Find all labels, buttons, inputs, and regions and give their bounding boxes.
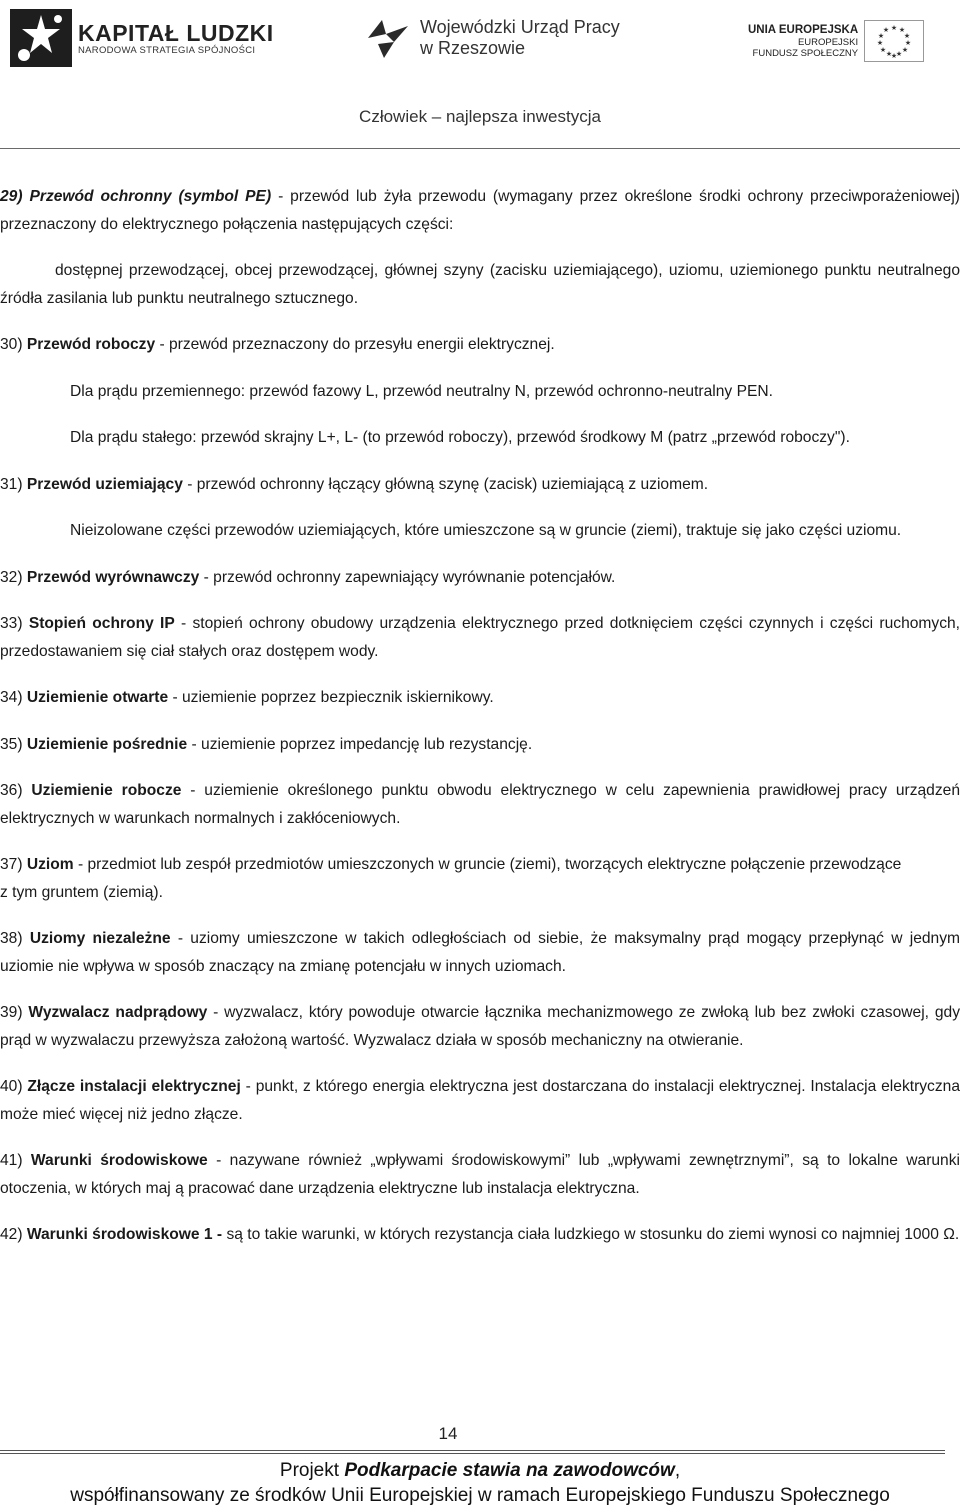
definition-34 [0, 684, 960, 712]
definition-number: 36) [0, 782, 32, 799]
definition-text: - uziemienie poprzez impedancję lub rezystancję. [187, 735, 533, 753]
eu-label-line3: FUNDUSZ SPOŁECZNY [752, 47, 859, 59]
definition-number: 35) [0, 735, 27, 753]
footer-project-prefix: Projekt [279, 1460, 345, 1481]
definition-term: Uziemienie robocze [31, 782, 182, 799]
definition-term: Złącze instalacji elektrycznej [27, 1078, 241, 1095]
kapital-ludzki-logo [10, 8, 300, 68]
definition-35 [0, 731, 960, 759]
definition-term: Przewód uziemiający [26, 475, 183, 493]
definition-text: - uziemienie określonego punktu obwodu elektrycznego w celu zapewnienia prawidłowej pracy urządzeń elektrycznych w warunkach normalnych i zakłóceniowych. [0, 782, 960, 827]
definition-text: - przewód lub żyła przewodu (wymagany przez określone środki ochrony przeciwporażeniowej) przeznaczony do elektrycznego połączenia następujących części: [0, 188, 960, 233]
eu-logo [748, 12, 953, 70]
svg-text:★: ★ [876, 40, 884, 47]
svg-text:★: ★ [895, 51, 903, 58]
definition-term: Stopień ochrony IP [28, 615, 175, 632]
definition-term: Wyzwalacz nadprądowy [28, 1004, 208, 1021]
footer-project-name: Podkarpacie stawia na zawodowców [344, 1460, 675, 1481]
definition-39 [0, 999, 960, 1054]
footer-project-line [0, 1460, 960, 1482]
definition-term: Uziomy niezależne [29, 930, 171, 947]
eu-flag-icon [864, 20, 924, 62]
definition-text: - punkt, z którego energia elektryczna jest dostarczana do instalacji elektrycznej. Instalacja elektryczna może mieć więcej niż jedno złącze. [0, 1078, 960, 1123]
definition-number: 34) [0, 689, 27, 706]
wup-name-line1: Wojewódzki Urząd Pracy [420, 16, 620, 37]
definition-33 [0, 610, 960, 665]
header-divider [0, 148, 960, 149]
definition-term: Przewód roboczy [26, 336, 156, 353]
definition-number: 32) [0, 568, 27, 586]
svg-text:★: ★ [901, 47, 909, 54]
definition-30 [0, 331, 960, 359]
definition-term: Przewód wyrównawczy [26, 568, 200, 586]
definition-text: - wyzwalacz, który powoduje otwarcie łącznika mechanizmowego ze zwłoką lub bez zwłoki czasowej, gdy prąd w wyzwalaczu przewyższa założoną wartość. Wyzwalacz działa w sposób mechaniczny na otwieranie. [0, 1004, 960, 1049]
definition-30-dc: Dla prądu stałego: przewód skrajny L+, L- (to przewód roboczy), przewód środkowy M (patrz „przewód roboczy"). [70, 429, 850, 446]
wup-logo [364, 10, 664, 65]
definition-text: - przewód ochronny zapewniający wyrównanie potencjałów. [199, 568, 616, 586]
footer-project-suffix: , [674, 1460, 681, 1481]
eu-label-line2: EUROPEJSKI [797, 36, 859, 48]
definition-31-detail: Nieizolowane części przewodów uziemiających, które umieszczone są w gruncie (ziemi), traktuje się jako części uziomu. [70, 522, 902, 539]
definition-text: są to takie warunki, w których rezystancja ciała ludzkiego w stosunku do ziemi wynosi co najmniej 1000 Ω. [222, 1226, 960, 1243]
definition-number: 30) [0, 336, 27, 353]
definition-32 [0, 564, 960, 592]
svg-text:★: ★ [882, 27, 890, 34]
definition-term: Uziom [26, 856, 74, 873]
header-tagline: Człowiek – najlepsza inwestycja [359, 107, 601, 126]
definition-term: Uziemienie otwarte [26, 689, 169, 706]
footer-funding-line: współfinansowany ze środków Unii Europejskiej w ramach Europejskiego Funduszu Społecznego [70, 1485, 890, 1506]
svg-text:★: ★ [903, 33, 911, 40]
svg-text:★: ★ [885, 51, 893, 58]
definition-text: - nazywane również „wpływami środowiskowymi” lub „wpływami zewnętrznymi”, są to lokalne warunki otoczenia, w których maj ą pracować dane urządzenia elektryczne lub instalacja elektryczna. [0, 1152, 960, 1197]
definition-30-ac: Dla prądu przemiennego: przewód fazowy L, przewód neutralny N, przewód ochronno-neutralny PEN. [70, 382, 773, 400]
page-header [0, 0, 960, 150]
definition-text: - przewód ochronny łączący główną szynę (zacisk) uziemiającą z uziomem. [182, 475, 709, 493]
svg-text:★: ★ [890, 53, 898, 60]
definition-text: - przewód przeznaczony do przesyłu energii elektrycznej. [155, 336, 555, 353]
svg-text:★: ★ [877, 33, 885, 40]
definition-number: 33) [0, 615, 29, 632]
definition-term: Uziemienie pośrednie [26, 735, 188, 753]
page-footer [0, 1418, 960, 1512]
kapital-ludzki-subtitle: NARODOWA STRATEGIA SPÓJNOŚCI [78, 44, 256, 56]
wup-emblem-icon [364, 16, 412, 60]
definition-text: - uziomy umieszczone w takich odległościach od siebie, że maksymalny prąd mogący przepłynąć w jednym uziomie nie wpływa w sposób znaczący na zmianę potencjału w innych uziomach. [0, 930, 960, 975]
definition-number: 41) [0, 1152, 31, 1169]
definition-37 [0, 851, 960, 879]
svg-text:★: ★ [879, 47, 887, 54]
definition-number: 42) [0, 1226, 27, 1243]
definition-number: 39) [0, 1004, 29, 1021]
svg-text:★: ★ [890, 25, 898, 32]
definition-36 [0, 777, 960, 832]
definition-term: Warunki środowiskowe [30, 1152, 208, 1169]
eu-label-line1: UNIA EUROPEJSKA [748, 23, 859, 36]
definition-number: 29) [0, 188, 23, 205]
kapital-ludzki-title: KAPITAŁ LUDZKI [78, 19, 274, 46]
definition-29 [0, 183, 960, 238]
page-number: 14 [438, 1424, 458, 1443]
svg-text:★: ★ [898, 27, 906, 34]
definition-text: - przedmiot lub zespół przedmiotów umieszczonych w gruncie (ziemi), tworzących elektryczne połączenie przewodzące [73, 856, 902, 873]
definition-text: - uziemienie poprzez bezpiecznik iskiernikowy. [168, 689, 494, 706]
definition-40 [0, 1073, 960, 1128]
definition-term: Warunki środowiskowe 1 - [26, 1226, 223, 1243]
footer-divider [0, 1450, 945, 1454]
definition-text: - stopień ochrony obudowy urządzenia elektrycznego przed dotknięciem części czynnych i części ruchomych, przedostawaniem się ciał stałych oraz dostępem wody. [0, 615, 960, 660]
definition-37-continuation: z tym gruntem (ziemią). [0, 883, 163, 901]
definition-38 [0, 925, 960, 980]
definition-number: 31) [0, 475, 27, 493]
definition-31 [0, 471, 960, 499]
wup-name-line2: w Rzeszowie [420, 37, 526, 58]
definition-number: 38) [0, 930, 30, 947]
kapital-ludzki-emblem-icon [10, 9, 72, 67]
definition-41 [0, 1147, 960, 1202]
svg-text:★: ★ [904, 40, 912, 47]
definition-number: 37) [0, 856, 27, 873]
definition-term: Przewód ochronny (symbol PE) [29, 188, 272, 205]
definition-number: 40) [0, 1078, 28, 1095]
definition-29-detail: dostępnej przewodzącej, obcej przewodzącej, głównej szyny (zacisku uziemiającego), uziomu, uziemionego punktu neutralnego źródła zasilania lub punktu neutralnego sztucznego. [0, 262, 960, 307]
definition-42 [0, 1221, 960, 1249]
document-body [0, 183, 960, 1268]
